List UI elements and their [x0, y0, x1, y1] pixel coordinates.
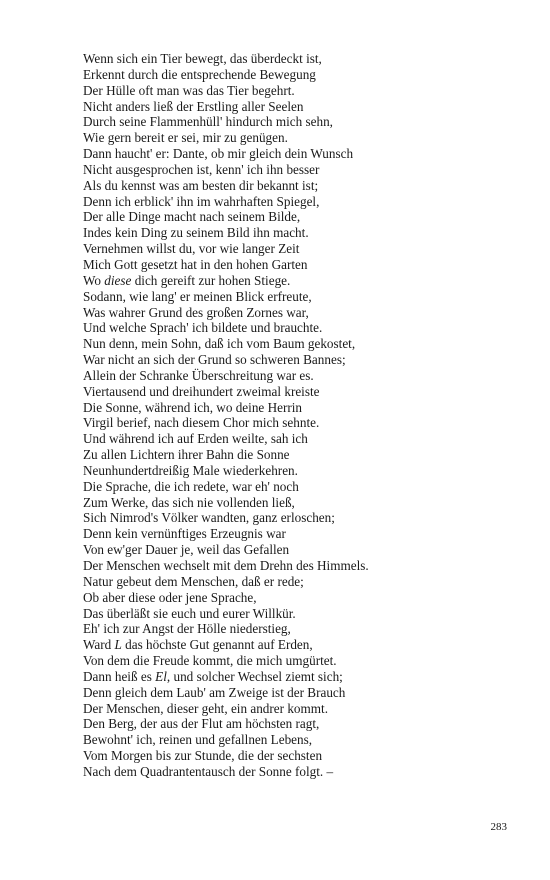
verse-line [83, 558, 523, 574]
verse-text: Die Sprache, die ich redete, war eh' noch [83, 478, 299, 494]
italic-word: El [155, 668, 167, 684]
verse-line [83, 130, 523, 146]
verse-line [83, 320, 523, 336]
verse-line [83, 590, 523, 606]
verse-text: dich gereift zur hohen Stiege. [131, 272, 291, 288]
verse-text: Nicht anders ließ der Erstling aller Seelen [83, 98, 304, 114]
verse-line [83, 716, 523, 732]
verse-line [83, 685, 523, 701]
verse-text: Den Berg, der aus der Flut am höchsten ragt, [83, 716, 320, 732]
verse-text: Bewohnt' ich, reinen und gefallnen Lebens, [83, 732, 313, 748]
verse-text: Durch seine Flammenhüll' hindurch mich sehn, [83, 114, 333, 130]
verse-text: Nicht ausgesprochen ist, kenn' ich ihn besser [83, 161, 320, 177]
verse-text: Sodann, wie lang' er meinen Blick erfreute, [83, 288, 312, 304]
verse-line [83, 463, 523, 479]
verse-text: das höchste Gut genannt auf Erden, [121, 637, 313, 653]
verse-line [83, 495, 523, 511]
verse-text: Ward [83, 637, 115, 653]
verse-text: Als du kennst was am besten dir bekannt ist; [83, 177, 319, 193]
verse-text: Dann haucht' er: Dante, ob mir gleich dein Wunsch [83, 146, 354, 162]
verse-line [83, 542, 523, 558]
verse-line [83, 384, 523, 400]
verse-text: Vom Morgen bis zur Stunde, die der sechsten [83, 748, 323, 764]
poem-text [83, 51, 523, 780]
verse-line [83, 257, 523, 273]
verse-line [83, 241, 523, 257]
verse-text: Und während ich auf Erden weilte, sah ich [83, 431, 308, 447]
verse-text: Wenn sich ein Tier bewegt, das überdeckt ist, [83, 51, 322, 66]
page-number: 283 [490, 821, 507, 833]
verse-text: War nicht an sich der Grund so schweren Bannes; [83, 352, 346, 368]
verse-text: Denn kein vernünftiges Erzeugnis war [83, 526, 286, 542]
verse-line [83, 764, 523, 780]
verse-text: Der Menschen wechselt mit dem Drehn des Himmels. [83, 558, 369, 573]
verse-line [83, 51, 523, 67]
verse-line [83, 653, 523, 669]
verse-text: Vernehmen willst du, vor wie langer Zeit [83, 241, 300, 257]
italic-word: diese [104, 272, 132, 288]
verse-text: Mich Gott gesetzt hat in den hohen Garten [83, 256, 308, 272]
verse-line [83, 732, 523, 748]
verse-line [83, 621, 523, 637]
verse-text: Und welche Sprach' ich bildete und brauchte. [83, 320, 323, 336]
verse-line [83, 225, 523, 241]
verse-text: Denn ich erblick' ihn im wahrhaften Spiegel, [83, 193, 320, 209]
verse-text: Natur gebeut dem Menschen, daß er rede; [83, 573, 304, 589]
verse-text: Das überläßt sie euch und eurer Willkür. [83, 605, 296, 621]
verse-line [83, 336, 523, 352]
verse-line [83, 114, 523, 130]
verse-line [83, 447, 523, 463]
verse-line [83, 83, 523, 99]
verse-text: Sich Nimrod's Völker wandten, ganz erloschen; [83, 510, 335, 526]
verse-text: Eh' ich zur Angst der Hölle niederstieg, [83, 621, 291, 637]
verse-text: Zum Werke, das sich nie vollenden ließ, [83, 494, 295, 510]
verse-line [83, 146, 523, 162]
verse-text: Zu allen Lichtern ihrer Bahn die Sonne [83, 447, 290, 463]
verse-text: Neunhundertdreißig Male wiederkehren. [83, 462, 298, 478]
verse-line [83, 431, 523, 447]
verse-line [83, 273, 523, 289]
verse-text: Denn gleich dem Laub' am Zweige ist der Brauch [83, 684, 346, 700]
verse-line [83, 194, 523, 210]
verse-text: , und solcher Wechsel ziemt sich; [166, 668, 343, 684]
verse-text: Virgil berief, nach diesem Chor mich sehnte. [83, 415, 320, 431]
verse-line [83, 305, 523, 321]
verse-text: Der alle Dinge macht nach seinem Bilde, [83, 209, 301, 225]
verse-text: Wie gern bereit er sei, mir zu genügen. [83, 130, 288, 146]
verse-line [83, 701, 523, 717]
verse-text: Von ew'ger Dauer je, weil das Gefallen [83, 542, 290, 558]
verse-line [83, 162, 523, 178]
verse-text: Der Menschen, dieser geht, ein andrer kommt. [83, 700, 328, 716]
verse-line [83, 415, 523, 431]
verse-line [83, 479, 523, 495]
verse-text: Die Sonne, während ich, wo deine Herrin [83, 399, 302, 415]
verse-line [83, 400, 523, 416]
verse-text: Allein der Schranke Überschreitung war es. [83, 367, 314, 383]
italic-word: L [114, 637, 122, 653]
verse-line [83, 574, 523, 590]
verse-text: Dann heiß es [83, 668, 156, 684]
verse-text: Ob aber diese oder jene Sprache, [83, 589, 257, 605]
verse-text: Nun denn, mein Sohn, daß ich vom Baum gekostet, [83, 336, 356, 352]
verse-text: Wo [83, 272, 105, 288]
verse-line [83, 352, 523, 368]
verse-text: Nach dem Quadrantentausch der Sonne folgt. – [83, 763, 334, 779]
verse-line [83, 748, 523, 764]
verse-line [83, 368, 523, 384]
verse-text: Indes kein Ding zu seinem Bild ihn macht. [83, 225, 309, 241]
verse-line [83, 510, 523, 526]
verse-line [83, 178, 523, 194]
verse-line [83, 526, 523, 542]
verse-line [83, 669, 523, 685]
verse-text: Von dem die Freude kommt, die mich umgürtet. [83, 653, 337, 669]
verse-text: Viertausend und dreihundert zweimal kreiste [83, 383, 320, 399]
verse-line [83, 99, 523, 115]
verse-line [83, 637, 523, 653]
verse-line [83, 606, 523, 622]
verse-line [83, 289, 523, 305]
verse-text: Was wahrer Grund des großen Zornes war, [83, 304, 309, 320]
verse-line [83, 209, 523, 225]
verse-line [83, 67, 523, 83]
verse-text: Der Hülle oft man was das Tier begehrt. [83, 82, 295, 98]
verse-text: Erkennt durch die entsprechende Bewegung [83, 66, 316, 82]
